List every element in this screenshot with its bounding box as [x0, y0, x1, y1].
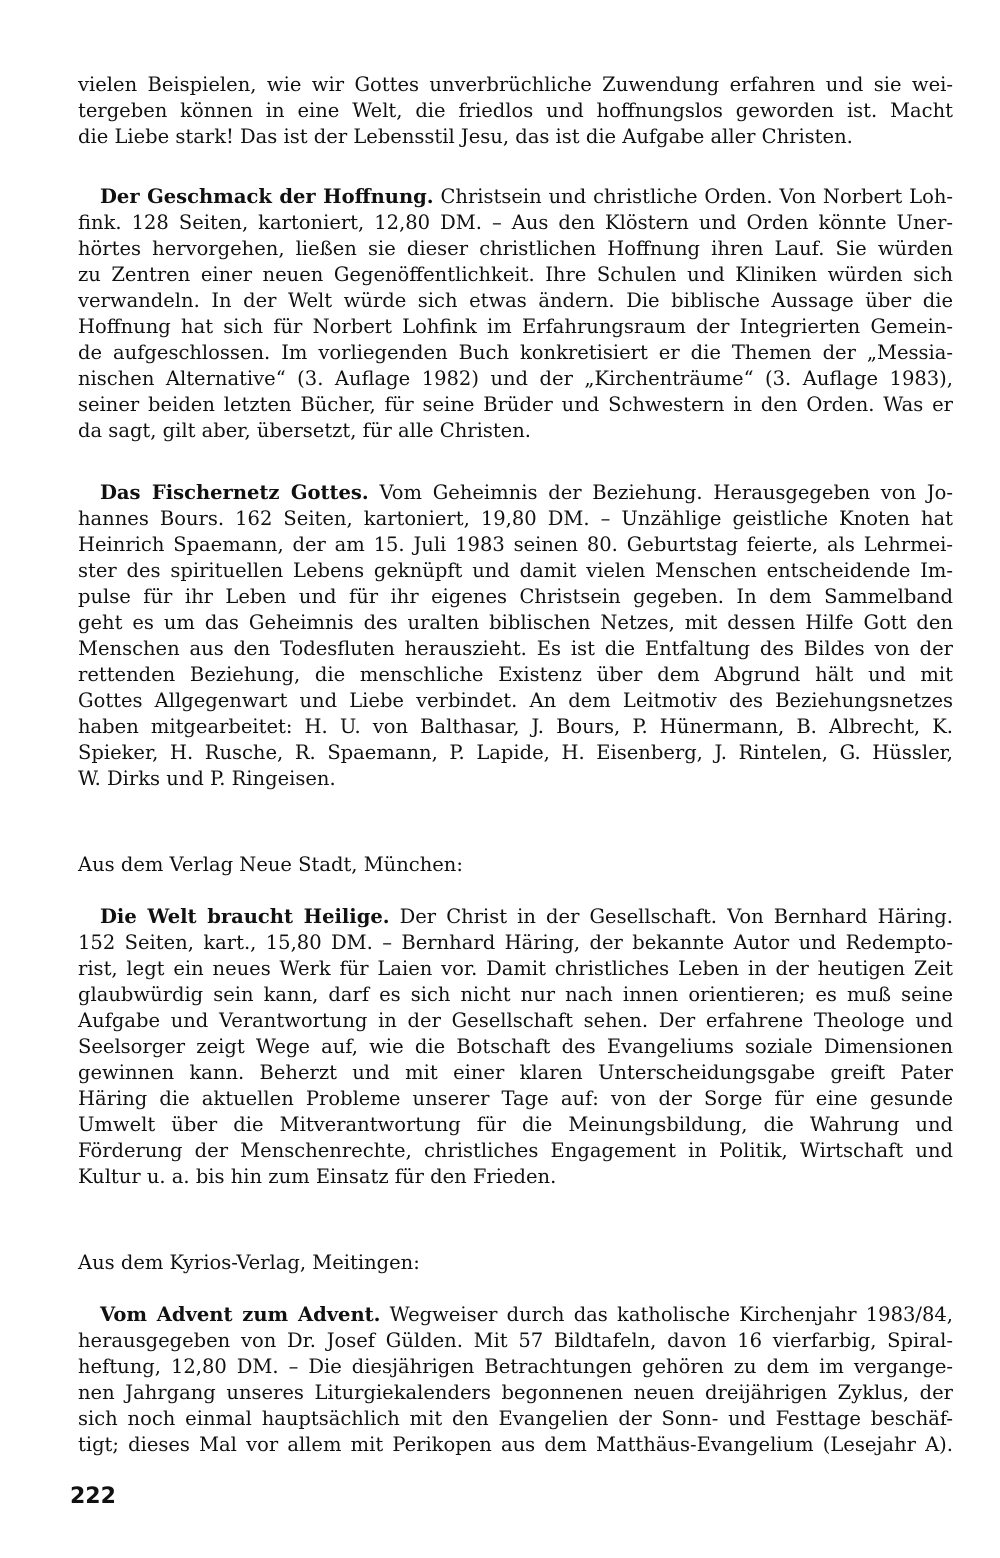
entry-title-line: Die Welt braucht Heilige. Der Christ in der Gesellschaft. Von Bernhard Häring. [100, 905, 953, 928]
entry-line: Umwelt über die Mitverantwortung für die Meinungsbildung, die Wahrung und [78, 1113, 953, 1136]
intro-line: tergeben können in eine Welt, die friedlos und hoffnungslos geworden ist. Macht [78, 99, 953, 122]
entry-line: Spieker, H. Rusche, R. Spaemann, P. Lapide, H. Eisenberg, J. Rintelen, G. Hüssler, [78, 741, 953, 764]
entry-line: rettenden Beziehung, die menschliche Existenz über dem Abgrund hält und mit [78, 663, 953, 686]
entry-line: Kultur u. a. bis hin zum Einsatz für den Frieden. [78, 1165, 557, 1188]
entry-line: Aufgabe und Verantwortung in der Gesellschaft sehen. Der erfahrene Theologe und [78, 1009, 953, 1032]
entry-line: sich noch einmal hauptsächlich mit den Evangelien der Sonn- und Festtage beschäf- [78, 1407, 953, 1430]
entry-line: Heinrich Spaemann, der am 15. Juli 1983 seinen 80. Geburtstag feierte, als Lehrmei- [78, 533, 953, 556]
entry-line: herausgegeben von Dr. Josef Gülden. Mit 57 Bildtafeln, davon 16 vierfarbig, Spiral- [78, 1329, 953, 1352]
entry-line: zu Zentren einer neuen Gegenöffentlichkeit. Ihre Schulen und Kliniken würden sich [78, 263, 953, 286]
entry-line: Förderung der Menschenrechte, christliches Engagement in Politik, Wirtschaft und [78, 1139, 953, 1162]
page-number: 222 [70, 1484, 116, 1509]
entry-line: pulse für ihr Leben und für ihr eigenes Christsein gegeben. In dem Sammelband [78, 585, 953, 608]
entry-line: Hoffnung hat sich für Norbert Lohfink im Erfahrungsraum der Integrierten Gemein- [78, 315, 953, 338]
publisher-heading: Aus dem Kyrios-Verlag, Meitingen: [78, 1251, 420, 1274]
entry-line: ster des spirituellen Lebens geknüpft und damit vielen Menschen entscheidende Im- [78, 559, 953, 582]
entry-line: nen Jahrgang unseres Liturgiekalenders begonnenen neuen dreijährigen Zyklus, der [78, 1381, 953, 1404]
intro-line: vielen Beispielen, wie wir Gottes unverbrüchliche Zuwendung erfahren und sie wei- [78, 73, 953, 96]
entry-line: nischen Alternative“ (3. Auflage 1982) und der „Kirchenträume“ (3. Auflage 1983), [78, 367, 953, 390]
entry-line: Gottes Allgegenwart und Liebe verbindet. An dem Leitmotiv des Beziehungsnetzes [78, 689, 953, 712]
publisher-heading: Aus dem Verlag Neue Stadt, München: [78, 853, 463, 876]
entry-line: Menschen aus den Todesfluten herauszieht. Es ist die Entfaltung des Bildes von der [78, 637, 953, 660]
book-title: Die Welt braucht Heilige. [100, 905, 390, 928]
entry-line: W. Dirks und P. Ringeisen. [78, 767, 336, 790]
book-title: Das Fischernetz Gottes. [100, 481, 369, 504]
entry-line: seiner beiden letzten Bücher, für seine Brüder und Schwestern in den Orden. Was er [78, 393, 953, 416]
entry-line: tigt; dieses Mal vor allem mit Perikopen aus dem Matthäus-Evangelium (Lesejahr A). [78, 1433, 953, 1456]
entry-line: verwandeln. In der Welt würde sich etwas ändern. Die biblische Aussage über die [78, 289, 953, 312]
book-title: Vom Advent zum Advent. [100, 1303, 381, 1326]
entry-line: hörtes hervorgehen, ließen sie dieser christlichen Hoffnung ihren Lauf. Sie würden [78, 237, 953, 260]
book-title: Der Geschmack der Hoffnung. [100, 185, 434, 208]
entry-line: da sagt, gilt aber, übersetzt, für alle Christen. [78, 419, 531, 442]
entry-line: de aufgeschlossen. Im vorliegenden Buch konkretisiert er die Themen der „Messia- [78, 341, 953, 364]
entry-line: gewinnen kann. Beherzt und mit einer klaren Unterscheidungsgabe greift Pater [78, 1061, 953, 1084]
entry-title-line: Der Geschmack der Hoffnung. Christsein und christliche Orden. Von Norbert Loh- [100, 185, 953, 208]
entry-line: glaubwürdig sein kann, darf es sich nicht nur nach innen orientieren; es muß seine [78, 983, 953, 1006]
entry-line: hannes Bours. 162 Seiten, kartoniert, 19,80 DM. – Unzählige geistliche Knoten hat [78, 507, 953, 530]
entry-line: haben mitgearbeitet: H. U. von Balthasar, J. Bours, P. Hünermann, B. Albrecht, K. [78, 715, 953, 738]
entry-line: heftung, 12,80 DM. – Die diesjährigen Betrachtungen gehören zu dem im vergange- [78, 1355, 953, 1378]
entry-line: 152 Seiten, kart., 15,80 DM. – Bernhard Häring, der bekannte Autor und Redempto- [78, 931, 953, 954]
intro-line: die Liebe stark! Das ist der Lebensstil Jesu, das ist die Aufgabe aller Christen. [78, 125, 853, 148]
entry-line: Häring die aktuellen Probleme unserer Tage auf: von der Sorge für eine gesunde [78, 1087, 953, 1110]
entry-title-line: Vom Advent zum Advent. Wegweiser durch das katholische Kirchenjahr 1983/84, [100, 1303, 953, 1326]
entry-title-line: Das Fischernetz Gottes. Vom Geheimnis der Beziehung. Herausgegeben von Jo- [100, 481, 953, 504]
entry-line: fink. 128 Seiten, kartoniert, 12,80 DM. – Aus den Klöstern und Orden könnte Uner- [78, 211, 953, 234]
entry-line: geht es um das Geheimnis des uralten biblischen Netzes, mit dessen Hilfe Gott den [78, 611, 953, 634]
entry-line: Seelsorger zeigt Wege auf, wie die Botschaft des Evangeliums soziale Dimensionen [78, 1035, 953, 1058]
entry-line: rist, legt ein neues Werk für Laien vor. Damit christliches Leben in der heutigen Zeit [78, 957, 953, 980]
